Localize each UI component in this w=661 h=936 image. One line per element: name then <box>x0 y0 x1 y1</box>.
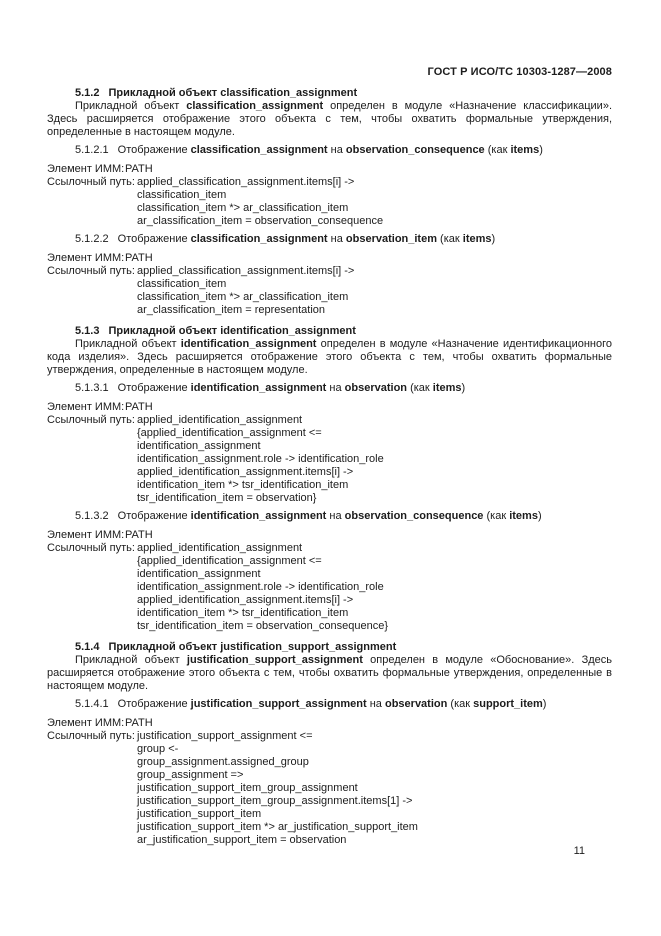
path-line: group_assignment => <box>137 769 244 781</box>
reference-path-lines <box>137 730 418 847</box>
imm-element-label: Элемент ИММ: <box>47 401 125 413</box>
path-line: ar_classification_item = observation_consequence <box>137 215 384 227</box>
mapping-heading: 5.1.3.1 Отображение identification_assignment на observation (как items) <box>75 382 466 394</box>
imm-element-value: PATH <box>125 529 153 541</box>
mapping-heading: 5.1.2.2 Отображение classification_assignment на observation_item (как items) <box>75 233 496 245</box>
imm-element-row <box>47 717 612 730</box>
mapping-block <box>47 163 612 228</box>
page-number: 11 <box>573 845 585 857</box>
section-number: 5.1.4 <box>75 641 100 653</box>
mapping-block <box>47 529 612 633</box>
imm-element-value: PATH <box>125 252 153 264</box>
path-line: classification_item <box>137 189 227 201</box>
section-paragraph: Прикладной объект identification_assignment определен в модуле «Назначение идентификационного кода изделия». Здесь расширяется отображение этого объекта с тем, чтобы охватить формальные утверждения, определенные в настоящем модуле. <box>47 338 612 376</box>
imm-element-row <box>47 252 612 265</box>
mapping-block <box>47 252 612 317</box>
mapping-number: 5.1.3.1 <box>75 382 109 394</box>
path-line: classification_item *> ar_classification_item <box>137 291 349 303</box>
mapping-heading: 5.1.4.1 Отображение justification_support_assignment на observation (как support_item) <box>75 698 547 710</box>
reference-path-lines <box>137 176 383 228</box>
path-line: applied_identification_assignment.items[i] -> <box>137 466 354 478</box>
document-header: ГОСТ Р ИСО/ТС 10303-1287—2008 <box>427 66 612 78</box>
mapping-block <box>47 401 612 505</box>
path-line: group_assignment.assigned_group <box>137 756 309 768</box>
path-line: identification_assignment <box>137 440 261 452</box>
imm-element-row <box>47 163 612 176</box>
section-heading: 5.1.2 Прикладной объект classification_assignment <box>75 87 358 99</box>
imm-element-value: PATH <box>125 717 153 729</box>
imm-element-label: Элемент ИММ: <box>47 252 125 264</box>
reference-path-lines <box>137 265 354 317</box>
path-line: justification_support_assignment <= <box>137 730 313 742</box>
reference-path-row <box>47 176 612 228</box>
path-line: {applied_identification_assignment <= <box>137 427 322 439</box>
section-number: 5.1.2 <box>75 87 100 99</box>
section <box>47 325 612 633</box>
path-line: identification_item *> tsr_identification_item <box>137 479 349 491</box>
path-line: classification_item *> ar_classification_item <box>137 202 349 214</box>
path-line: identification_assignment <box>137 568 261 580</box>
path-line: ar_classification_item = representation <box>137 304 326 316</box>
path-line: applied_identification_assignment <box>137 542 303 554</box>
path-line: applied_identification_assignment <box>137 414 303 426</box>
imm-element-label: Элемент ИММ: <box>47 529 125 541</box>
path-line: justification_support_item_group_assignment <box>137 782 358 794</box>
section-number: 5.1.3 <box>75 325 100 337</box>
reference-path-label: Ссылочный путь: <box>47 730 135 742</box>
section-heading: 5.1.3 Прикладной объект identification_assignment <box>75 325 356 337</box>
imm-element-value: PATH <box>125 401 153 413</box>
reference-path-label: Ссылочный путь: <box>47 176 135 188</box>
path-line: applied_classification_assignment.items[i] -> <box>137 265 355 277</box>
imm-element-row <box>47 529 612 542</box>
imm-element-row <box>47 401 612 414</box>
reference-path-lines <box>137 542 388 633</box>
mapping-heading: 5.1.3.2 Отображение identification_assignment на observation_consequence (как items) <box>75 510 542 522</box>
reference-path-row <box>47 265 612 317</box>
reference-path-row <box>47 414 612 505</box>
mapping-number: 5.1.4.1 <box>75 698 109 710</box>
reference-path-row <box>47 542 612 633</box>
section <box>47 641 612 847</box>
path-line: classification_item <box>137 278 227 290</box>
document-body <box>47 87 612 847</box>
reference-path-label: Ссылочный путь: <box>47 414 135 426</box>
path-line: identification_assignment.role -> identification_role <box>137 581 384 593</box>
path-line: applied_classification_assignment.items[i] -> <box>137 176 355 188</box>
mapping-heading: 5.1.2.1 Отображение classification_assignment на observation_consequence (как items) <box>75 144 543 156</box>
imm-element-value: PATH <box>125 163 153 175</box>
path-line: identification_item *> tsr_identification_item <box>137 607 349 619</box>
path-line: ar_justification_support_item = observation <box>137 834 347 846</box>
path-line: {applied_identification_assignment <= <box>137 555 322 567</box>
path-line: applied_identification_assignment.items[i] -> <box>137 594 354 606</box>
path-line: justification_support_item *> ar_justification_support_item <box>137 821 418 833</box>
reference-path-label: Ссылочный путь: <box>47 265 135 277</box>
section-heading: 5.1.4 Прикладной объект justification_support_assignment <box>75 641 397 653</box>
mapping-number: 5.1.3.2 <box>75 510 109 522</box>
path-line: justification_support_item <box>137 808 262 820</box>
mapping-number: 5.1.2.1 <box>75 144 109 156</box>
path-line: tsr_identification_item = observation} <box>137 492 317 504</box>
imm-element-label: Элемент ИММ: <box>47 163 125 175</box>
reference-path-label: Ссылочный путь: <box>47 542 135 554</box>
mapping-block <box>47 717 612 847</box>
path-line: tsr_identification_item = observation_consequence} <box>137 620 389 632</box>
path-line: identification_assignment.role -> identification_role <box>137 453 384 465</box>
path-line: justification_support_item_group_assignment.items[1] -> <box>137 795 413 807</box>
imm-element-label: Элемент ИММ: <box>47 717 125 729</box>
section <box>47 87 612 317</box>
reference-path-lines <box>137 414 384 505</box>
mapping-number: 5.1.2.2 <box>75 233 109 245</box>
section-paragraph: Прикладной объект justification_support_assignment определен в модуле «Обоснование». Здесь расширяется отображение этого объекта с тем, чтобы охватить формальные утверждения, определенные в настоящем модуле. <box>47 654 612 692</box>
section-paragraph: Прикладной объект classification_assignment определен в модуле «Назначение классификации». Здесь расширяется отображение этого объекта с тем, чтобы охватить формальные утверждения, определенные в настоящем модуле. <box>47 100 612 138</box>
reference-path-row <box>47 730 612 847</box>
path-line: group <- <box>137 743 179 755</box>
